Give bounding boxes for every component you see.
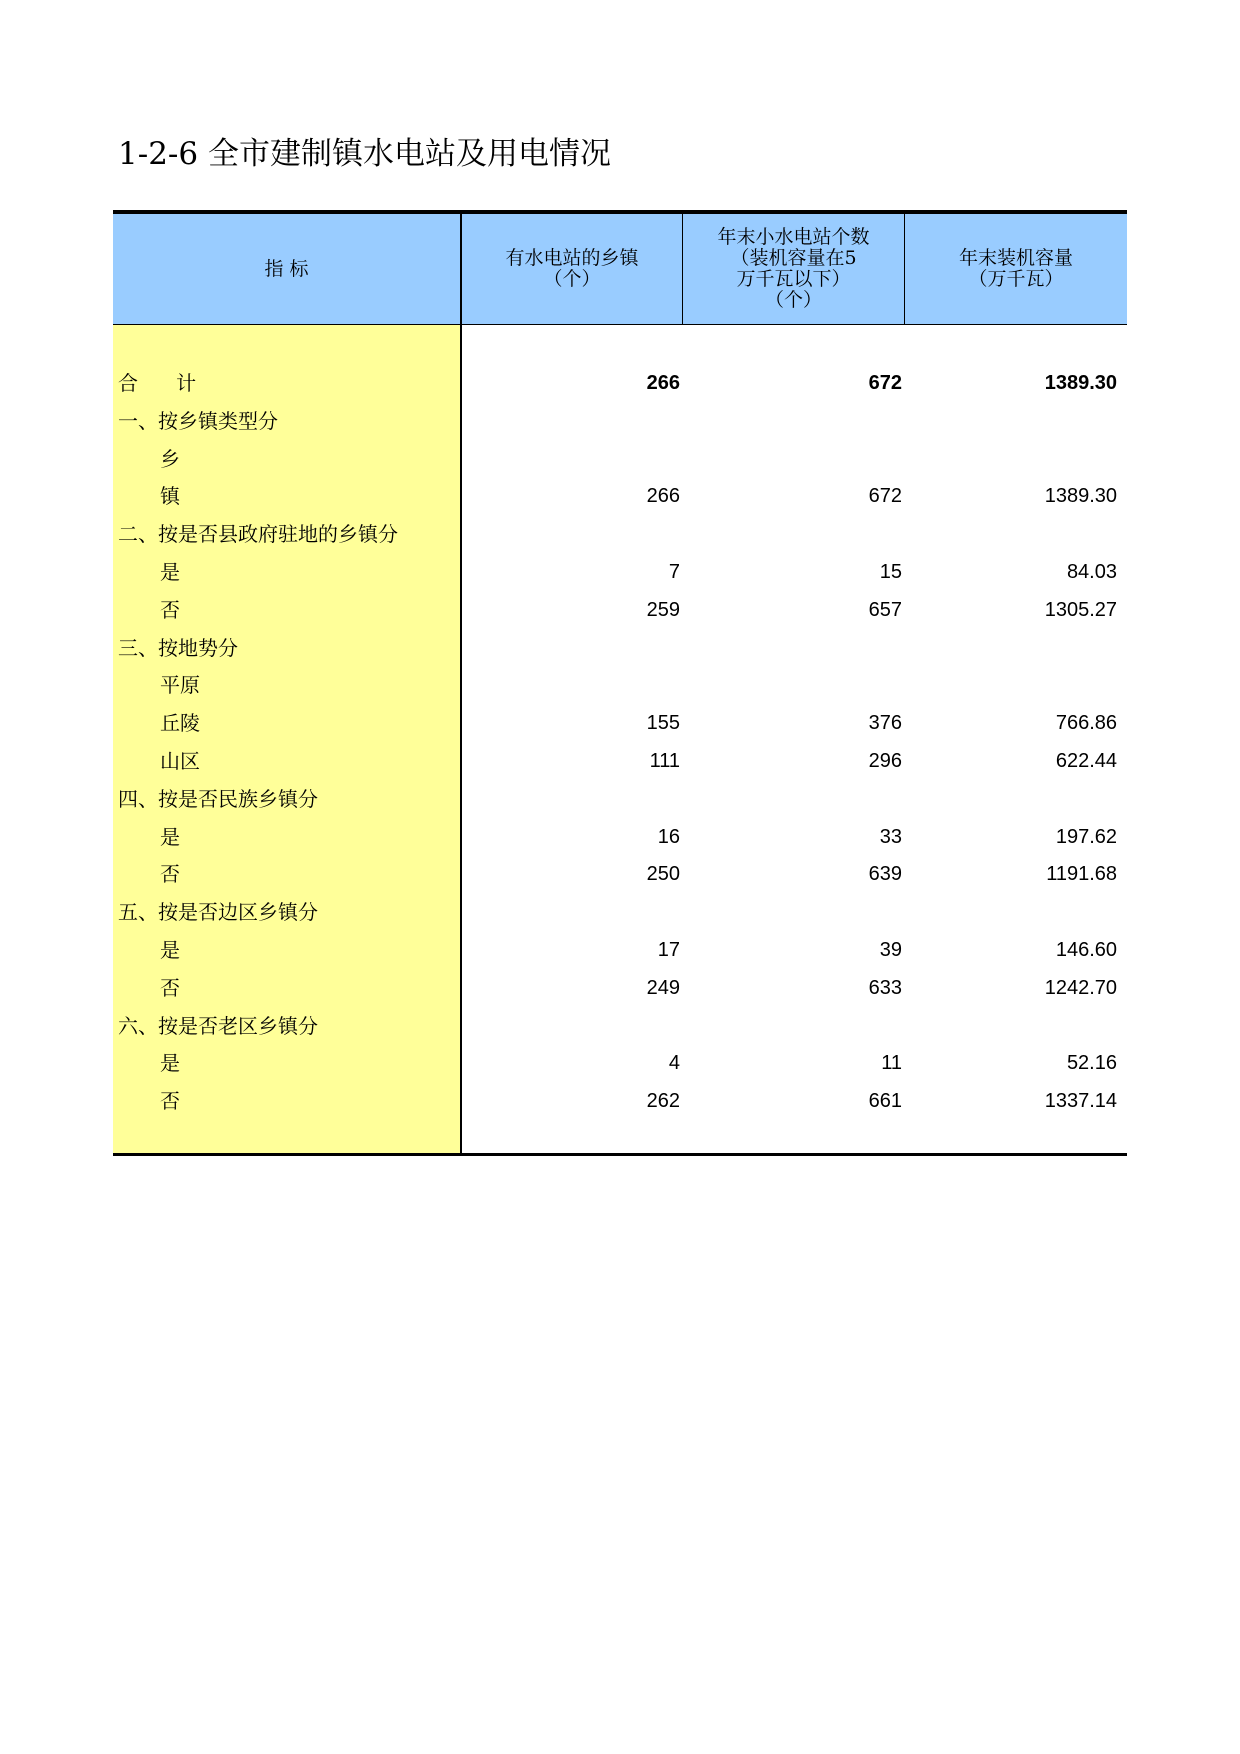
cell-towns-with-stations: 259 xyxy=(646,598,680,621)
table-row xyxy=(113,554,1127,592)
cell-small-station-count: 672 xyxy=(868,485,902,508)
cell-small-station-count: 15 xyxy=(879,560,902,583)
row-label: 否 xyxy=(160,1089,180,1114)
table-row xyxy=(113,705,1127,743)
cell-towns-with-stations: 17 xyxy=(657,938,680,961)
header-installed-capacity: 年末装机容量 （万千瓦） xyxy=(958,247,1073,290)
statistics-table xyxy=(113,210,1127,1156)
cell-towns-with-stations: 111 xyxy=(649,749,680,772)
row-label: 二、按是否县政府驻地的乡镇分 xyxy=(118,522,398,547)
cell-towns-with-stations: 155 xyxy=(646,712,680,735)
page-title: 1-2-6 全市建制镇水电站及用电情况 xyxy=(118,136,611,172)
row-label: 合 计 xyxy=(118,371,197,395)
column-divider xyxy=(904,214,905,325)
cell-small-station-count: 39 xyxy=(879,938,902,961)
cell-small-station-count: 296 xyxy=(868,749,902,772)
row-label: 否 xyxy=(160,975,180,1000)
table-row xyxy=(113,403,1127,441)
cell-small-station-count: 11 xyxy=(881,1052,902,1075)
column-divider xyxy=(682,214,683,325)
cell-installed-capacity: 1389.30 xyxy=(1044,372,1117,394)
table-row xyxy=(113,441,1127,479)
cell-small-station-count: 657 xyxy=(868,598,902,621)
cell-small-station-count: 33 xyxy=(879,825,902,848)
cell-small-station-count: 672 xyxy=(868,372,902,394)
row-label: 是 xyxy=(160,559,180,584)
table-row xyxy=(113,970,1127,1008)
cell-small-station-count: 633 xyxy=(868,976,902,999)
row-label: 六、按是否老区乡镇分 xyxy=(118,1013,318,1038)
cell-towns-with-stations: 7 xyxy=(668,560,680,583)
table-row xyxy=(113,781,1127,819)
cell-installed-capacity: 1337.14 xyxy=(1044,1090,1117,1113)
row-label: 否 xyxy=(160,597,180,622)
cell-towns-with-stations: 250 xyxy=(646,863,680,886)
table-body xyxy=(113,365,1127,1121)
row-label: 山区 xyxy=(160,748,200,773)
table-row xyxy=(113,1045,1127,1083)
cell-towns-with-stations: 262 xyxy=(646,1090,680,1113)
cell-installed-capacity: 52.16 xyxy=(1066,1052,1117,1075)
row-label: 平原 xyxy=(160,673,200,698)
cell-installed-capacity: 146.60 xyxy=(1055,938,1117,961)
cell-towns-with-stations: 16 xyxy=(657,825,680,848)
row-label: 镇 xyxy=(160,484,180,509)
table-row xyxy=(113,819,1127,857)
row-label: 乡 xyxy=(160,446,180,471)
table-row xyxy=(113,365,1127,403)
table-row xyxy=(113,856,1127,894)
cell-towns-with-stations: 266 xyxy=(646,372,680,394)
row-label: 五、按是否边区乡镇分 xyxy=(118,900,318,925)
table-row xyxy=(113,932,1127,970)
cell-installed-capacity: 766.86 xyxy=(1055,712,1117,735)
table-row xyxy=(113,592,1127,630)
header-indicator: 指 标 xyxy=(264,257,309,280)
header-small-station-count: 年末小水电站个数 （装机容量在5 万千瓦以下） （个） xyxy=(717,226,870,311)
cell-small-station-count: 661 xyxy=(868,1090,902,1113)
cell-installed-capacity: 1191.68 xyxy=(1046,863,1117,886)
table-row xyxy=(113,478,1127,516)
cell-small-station-count: 376 xyxy=(868,712,902,735)
cell-installed-capacity: 1305.27 xyxy=(1044,598,1117,621)
cell-installed-capacity: 622.44 xyxy=(1055,749,1117,772)
table-row xyxy=(113,516,1127,554)
row-label: 是 xyxy=(160,824,180,849)
table-row xyxy=(113,630,1127,668)
table-row xyxy=(113,1008,1127,1046)
row-label: 否 xyxy=(160,862,180,887)
cell-installed-capacity: 197.62 xyxy=(1055,825,1117,848)
table-row xyxy=(113,743,1127,781)
row-label: 是 xyxy=(160,937,180,962)
row-label: 丘陵 xyxy=(160,711,200,736)
row-label: 是 xyxy=(160,1051,180,1076)
table-bottom-rule xyxy=(113,1153,1127,1156)
row-label: 三、按地势分 xyxy=(118,635,238,660)
row-label: 一、按乡镇类型分 xyxy=(118,408,278,433)
cell-installed-capacity: 1389.30 xyxy=(1044,485,1117,508)
table-row xyxy=(113,667,1127,705)
cell-towns-with-stations: 249 xyxy=(646,976,680,999)
cell-installed-capacity: 84.03 xyxy=(1066,560,1117,583)
cell-towns-with-stations: 266 xyxy=(646,485,680,508)
cell-small-station-count: 639 xyxy=(868,863,902,886)
row-label: 四、按是否民族乡镇分 xyxy=(118,786,318,811)
table-row xyxy=(113,894,1127,932)
header-towns-with-stations: 有水电站的乡镇 （个） xyxy=(505,247,639,290)
table-row xyxy=(113,1083,1127,1121)
cell-installed-capacity: 1242.70 xyxy=(1044,976,1117,999)
cell-towns-with-stations: 4 xyxy=(668,1052,680,1075)
